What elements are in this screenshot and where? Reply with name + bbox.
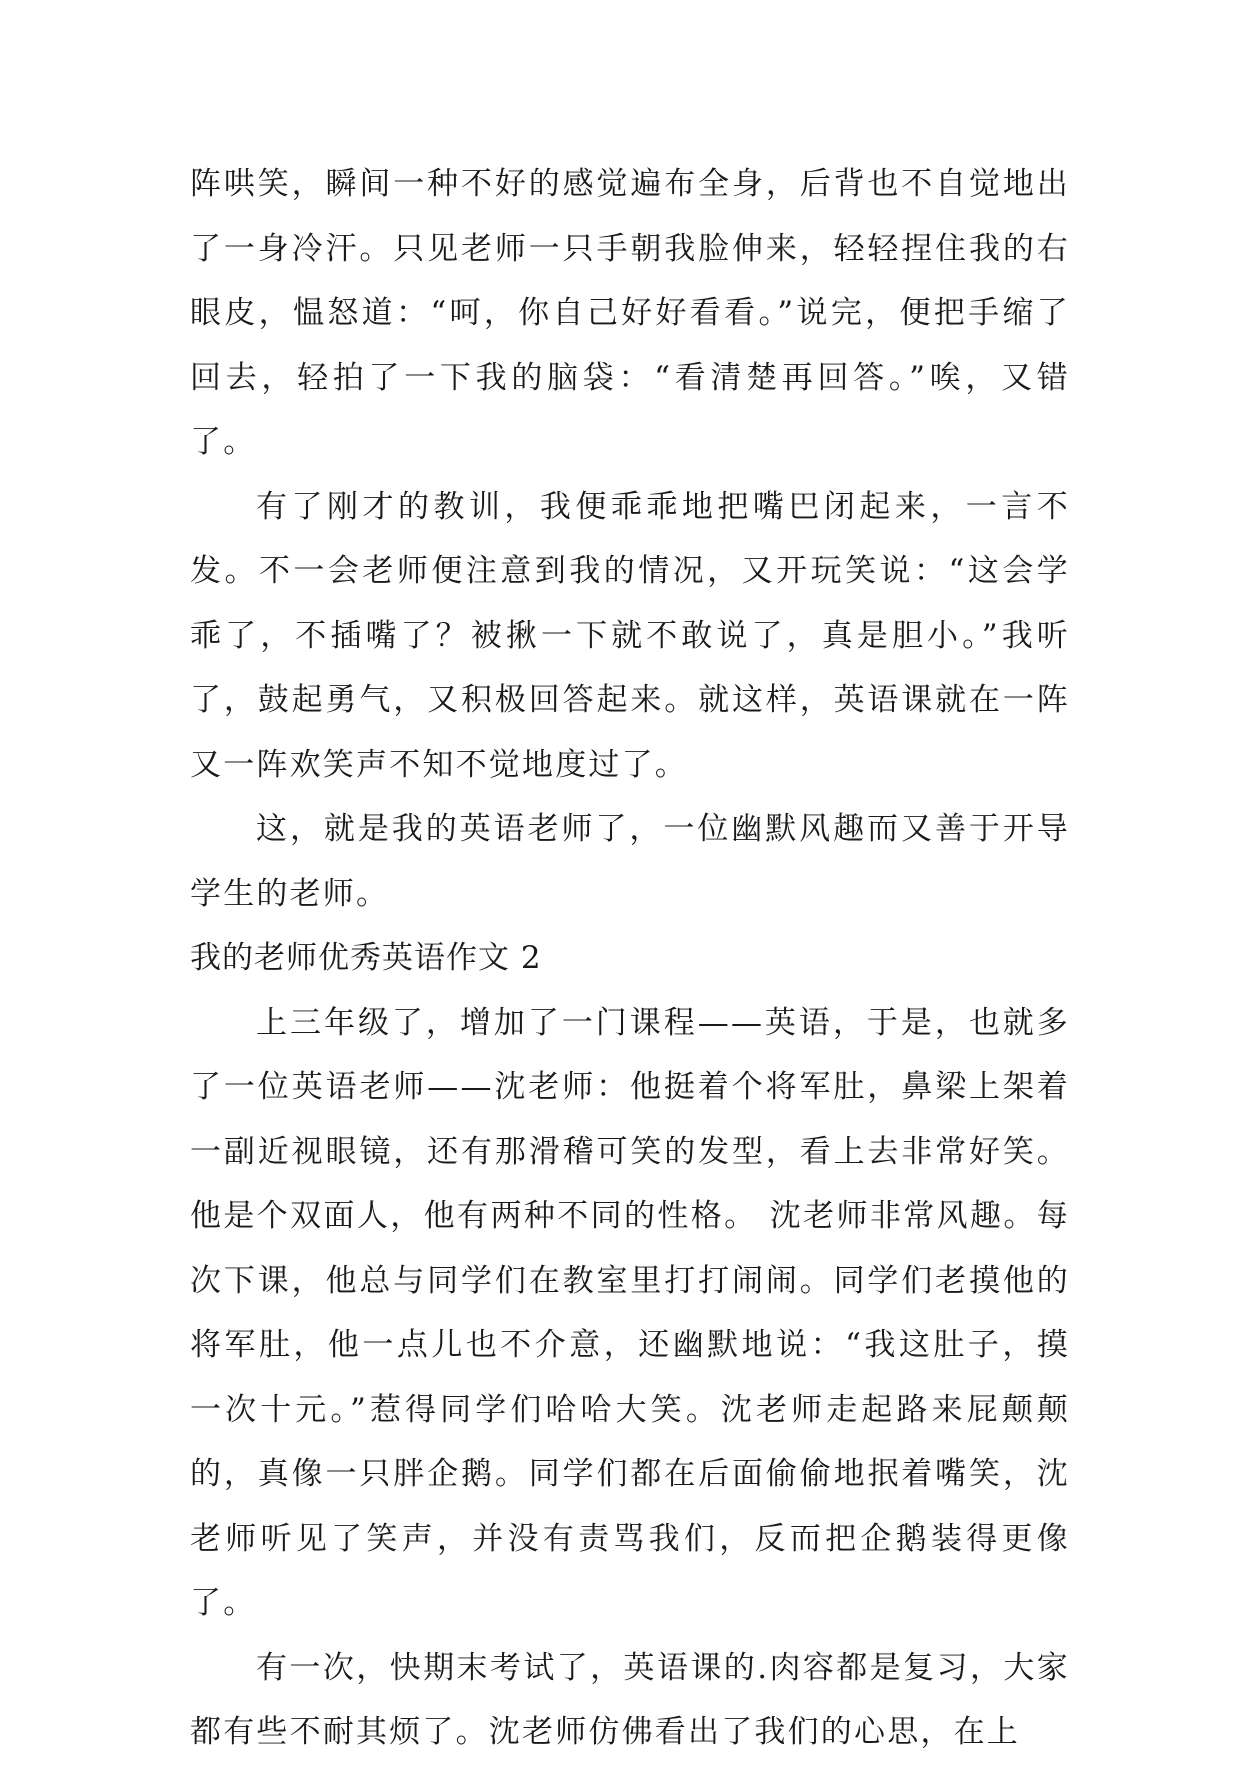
section-title: 我的老师优秀英语作文 2	[190, 940, 542, 976]
paragraph-4: 上三年级了，增加了一门课程——英语，于是，也就多了一位英语老师——沈老师：他挺着个将军肚，鼻梁上架着一副近视眼镜，还有那滑稽可笑的发型，看上去非常好笑。他是个双面人，他有两种不同的性格。 沈老师非常风趣。每次下课，他总与同学们在教室里打打闹闹。同学们老摸他的将军肚，他一点儿也不介意，还幽默地说：“我这肚子，摸一次十元。”惹得同学们哈哈大笑。沈老师走起路来屁颠颠的，真像一只胖企鹅。同学们都在后面偷偷地抿着嘴笑，沈老师听见了笑声，并没有责骂我们，反而把企鹅装得更像了。	[190, 1004, 1070, 1621]
paragraph-1: 阵哄笑，瞬间一种不好的感觉遍布全身，后背也不自觉地出了一身冷汗。只见老师一只手朝我脸伸来，轻轻捏住我的右眼皮，愠怒道：“呵，你自己好好看看。”说完，便把手缩了回去，轻拍了一下我的脑袋：“看清楚再回答。”唉，又错了。	[190, 166, 1070, 460]
paragraph-2: 有了刚才的教训，我便乖乖地把嘴巴闭起来，一言不发。不一会老师便注意到我的情况，又开玩笑说：“这会学乖了，不插嘴了？被揪一下就不敢说了，真是胆小。”我听了，鼓起勇气，又积极回答起来。就这样，英语课就在一阵又一阵欢笑声不知不觉地度过了。	[190, 488, 1070, 783]
paragraph-3: 这，就是我的英语老师了，一位幽默风趣而又善于开导学生的老师。	[190, 811, 1070, 912]
paragraph-5: 有一次，快期末考试了，英语课的.肉容都是复习，大家都有些不耐其烦了。沈老师仿佛看出了我们的心思，在上	[190, 1649, 1070, 1750]
document-page	[190, 152, 1070, 1765]
